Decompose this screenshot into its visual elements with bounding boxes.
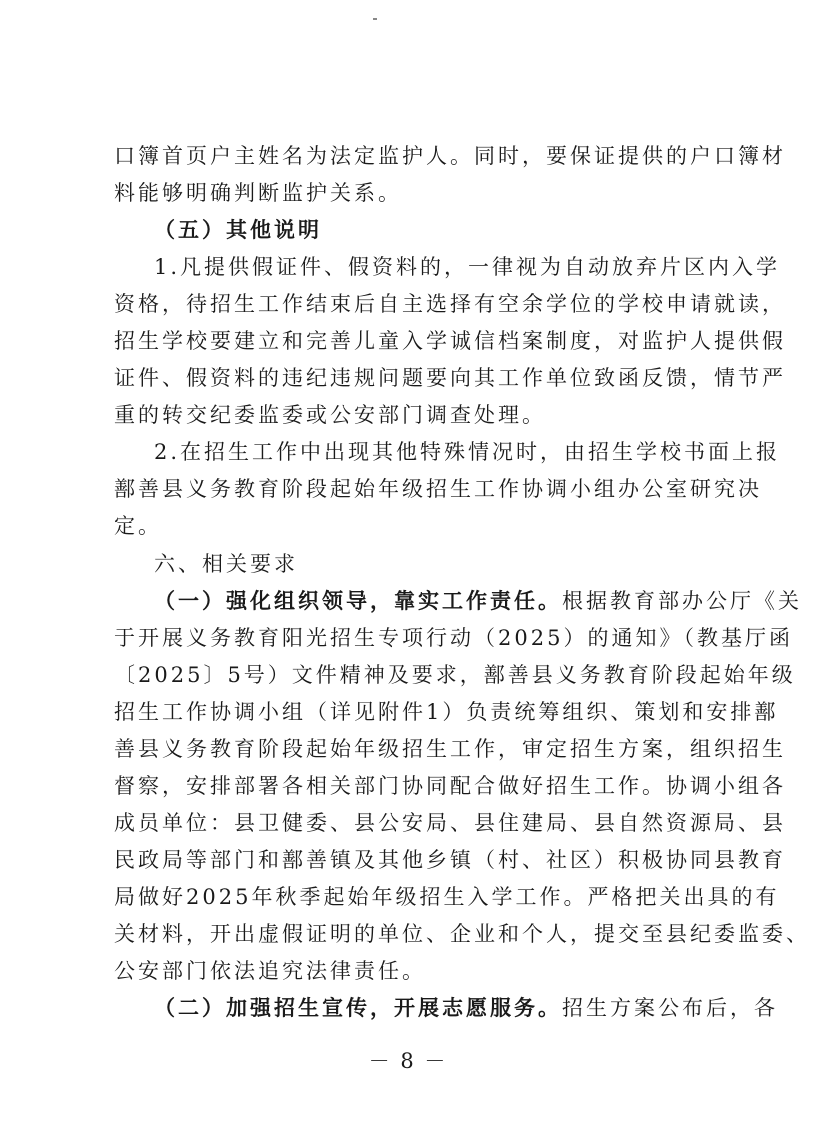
body-line: 民政局等部门和鄯善镇及其他乡镇（村、社区）积极协同县教育: [114, 848, 786, 872]
body-line: 招生工作协调小组（详见附件1）负责统筹组织、策划和安排鄯: [114, 700, 779, 724]
body-line: 定。: [114, 514, 162, 538]
page-number: － 8 －: [368, 1049, 448, 1073]
subsection-heading: （一）强化组织领导，靠实工作责任。: [154, 588, 562, 613]
body-line: 局做好2025年秋季起始年级招生入学工作。严格把关出具的有: [114, 885, 780, 909]
body-line: 善县义务教育阶段起始年级招生工作，审定招生方案，组织招生: [114, 737, 786, 761]
body-line: 公安部门依法追究法律责任。: [114, 959, 426, 983]
body-line: 关材料，开出虚假证明的单位、企业和个人，提交至县纪委监委、: [114, 922, 810, 946]
body-line: 证件、假资料的违纪违规问题要向其工作单位致函反馈，情节严: [114, 366, 786, 390]
paragraph-line: [154, 586, 802, 616]
body-line: 督察，安排部署各相关部门协同配合做好招生工作。协调小组各: [114, 774, 786, 798]
subsection-heading: （二）加强招生宣传，开展志愿服务。: [154, 995, 562, 1020]
body-line: 1.凡提供假证件、假资料的，一律视为自动放弃片区内入学: [154, 255, 781, 279]
body-line: 〔2025〕5号）文件精神及要求，鄯善县义务教育阶段起始年级: [114, 663, 796, 687]
chapter-heading: 六、相关要求: [154, 552, 298, 576]
body-line: 重的转交纪委监委或公安部门调查处理。: [114, 403, 546, 427]
body-line: 2.在招生工作中出现其他特殊情况时，由招生学校书面上报: [154, 440, 781, 464]
body-line: 于开展义务教育阳光招生专项行动（2025）的通知》（教基厅函: [114, 626, 793, 650]
body-line: 鄯善县义务教育阶段起始年级招生工作协调小组办公室研究决: [114, 477, 762, 501]
section-heading: （五）其他说明: [154, 217, 322, 242]
body-line: 成员单位：县卫健委、县公安局、县住建局、县自然资源局、县: [114, 811, 786, 835]
body-line: 料能够明确判断监护关系。: [114, 181, 402, 205]
body-text: 根据教育部办公厅《关: [562, 589, 802, 613]
body-line: 招生学校要建立和完善儿童入学诚信档案制度，对监护人提供假: [114, 329, 786, 353]
scan-mark: [373, 18, 377, 20]
body-text: 招生方案公布后，各: [562, 996, 778, 1020]
body-line: 口簿首页户主姓名为法定监护人。同时，要保证提供的户口簿材: [114, 144, 786, 168]
paragraph-line: [154, 993, 778, 1023]
body-line: 资格，待招生工作结束后自主选择有空余学位的学校申请就读，: [114, 292, 786, 316]
